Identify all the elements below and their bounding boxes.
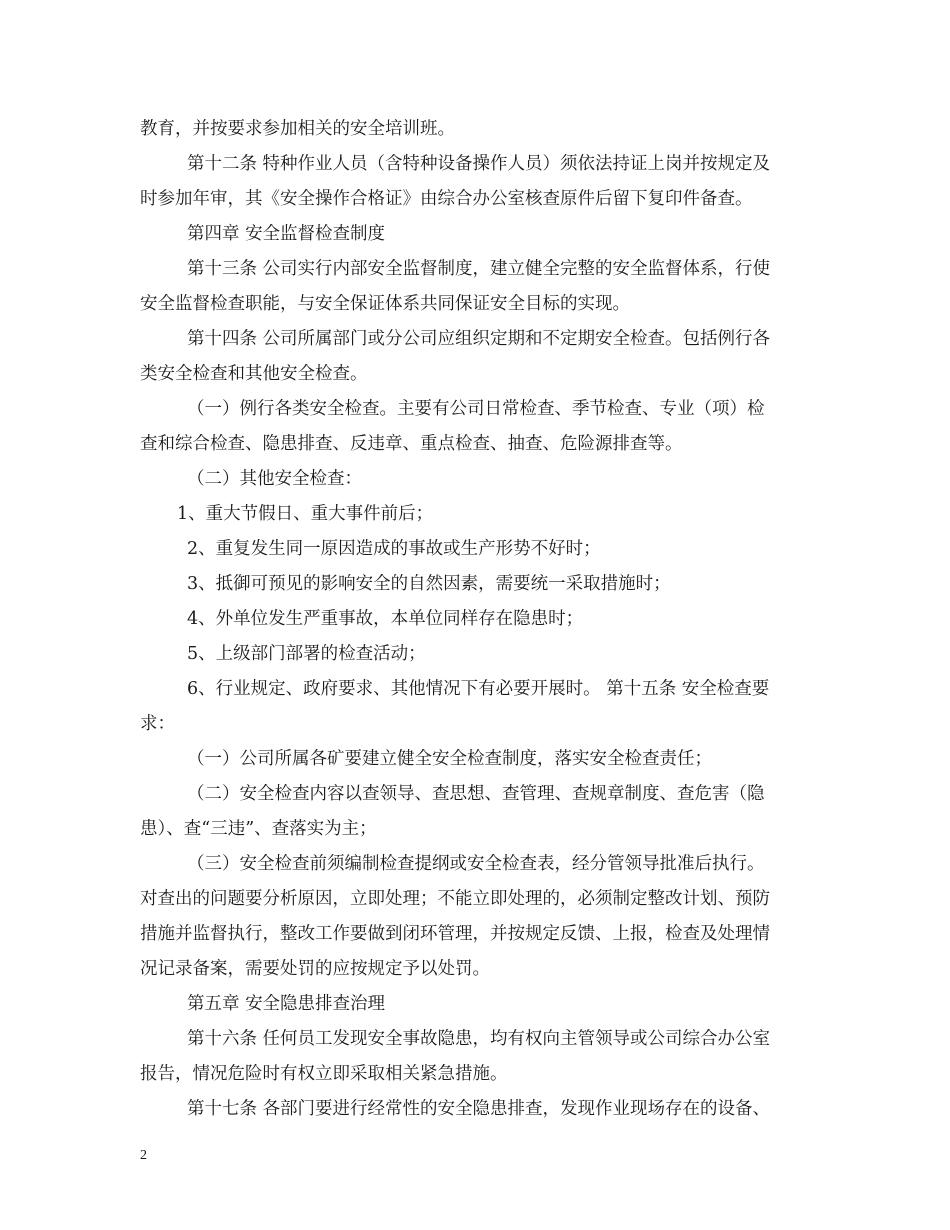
page-number: 2: [140, 1148, 147, 1163]
document-page: 教育，并按要求参加相关的安全培训班。 第十二条 特种作业人员（含特种设备操作人员）须依法持证上岗并按规定及 时参加年审，其《安全操作合格证》由综合办公室核查原件后留下复印件备查。 第四章 安全监督检查制度 第十三条 公司实行内部安全监督制度，建立健全完整的安全监督体系，行使 安全监督检查职能，与安全保证体系共同保证安全目标的实现。 第十四条 公司所属部门或分公司应组织定期和不定期安全检查。包括例行各 类安全检查和其他安全检查。 （一）例行各类安全检查。主要有公司日常检查、季节检查、专业（项）检 查和综合检查、隐患排查、反违章、重点检查、抽查、危险源排查等。 （二）其他安全检查： 1、重大节假日、重大事件前后； 2、重复发生同一原因造成的事故或生产形势不好时； 3、抵御可预见的影响安全的自然因素，需要统一采取措施时； 4、外单位发生严重事故，本单位同样存在隐患时； 5、上级部门部署的检查活动； 6、行业规定、政府要求、其他情况下有必要开展时。 第十五条 安全检查要 求： （一）公司所属各矿要建立健全安全检查制度，落实安全检查责任； （二）安全检查内容以查领导、查思想、查管理、查规章制度、查危害（隐 患）、查“三违”、查落实为主； （三）安全检查前须编制检查提纲或安全检查表，经分管领导批准后执行。 对查出的问题要分析原因，立即处理；不能立即处理的，必须制定整改计划、预防 措施并监督执行，整改工作要做到闭环管理，并按规定反馈、上报，检查及处理情 况记录备案，需要处罚的应按规定予以处罚。 第五章 安全隐患排查治理 第十六条 任何员工发现安全事故隐患，均有权向主管领导或公司综合办公室 报告，情况危险时有权立即采取相关紧急措施。 第十七条 各部门要进行经常性的安全隐患排查，发现作业现场存在的设备、 2: [140, 119, 771, 1163]
